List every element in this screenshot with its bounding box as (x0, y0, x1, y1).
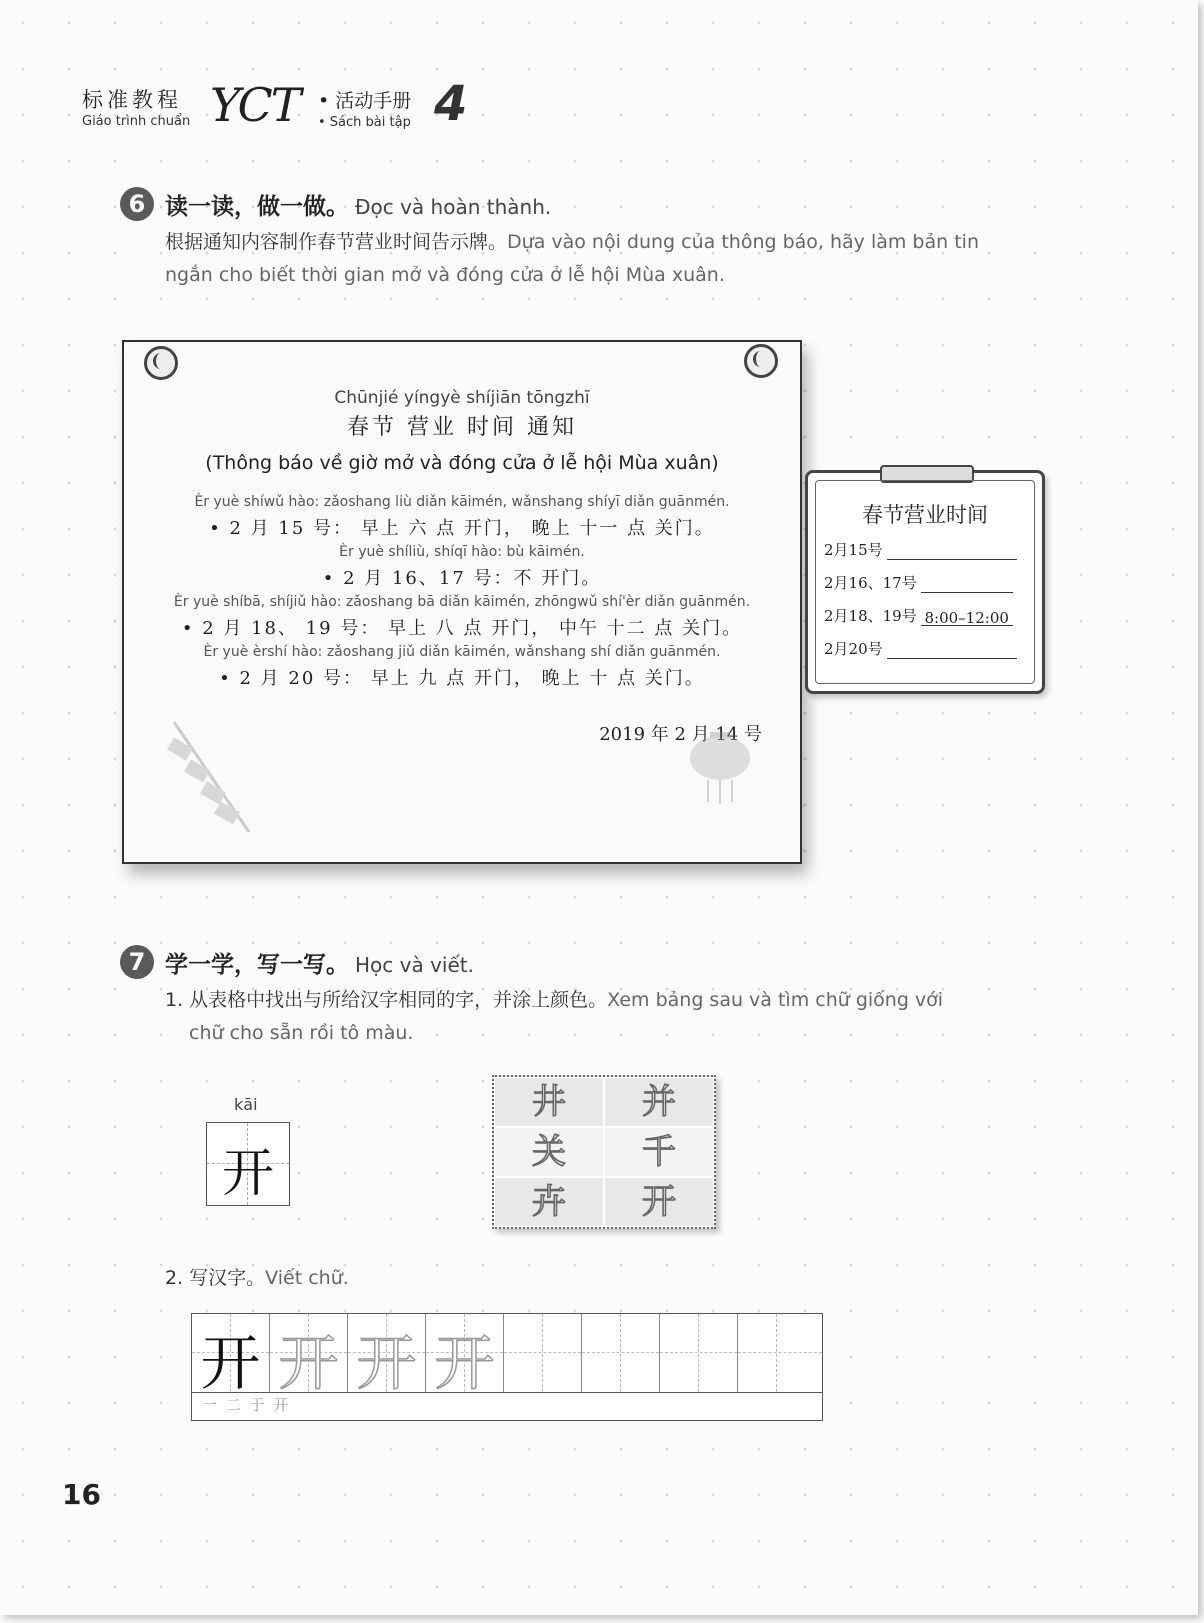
writing-cell[interactable] (270, 1314, 348, 1399)
clipboard-row (824, 605, 1013, 626)
page-number: 16 (62, 1478, 101, 1511)
instruction-zh: 根据通知内容制作春节营业时间告示牌。 (165, 231, 508, 253)
series-title-vi: Giáo trình chuẩn (82, 114, 191, 129)
trace-char: 开 (434, 1329, 495, 1399)
exercise-6-title-vi: Đọc và hoàn thành. (355, 195, 552, 219)
grid-cell[interactable]: 卉 (494, 1177, 604, 1227)
stroke-order: 一 二 于 开 (202, 1396, 291, 1414)
grid-cell[interactable]: 千 (604, 1127, 714, 1177)
book-title-zh: • 活动手册 (318, 90, 412, 112)
pin-icon (144, 346, 178, 380)
writing-cell[interactable] (348, 1314, 426, 1399)
part-1-instruction (165, 984, 943, 1050)
grid-cell[interactable]: 井 (494, 1077, 604, 1127)
writing-cell[interactable] (582, 1314, 660, 1392)
notice-line-2-pinyin: Èr yuè shíliù, shíqī hào: bù kāimén. (339, 544, 585, 560)
row-label: 2月15号 (824, 541, 883, 559)
notice-line-3-zh: • 2 月 18、 19 号： 早上 八 点 开门， 中午 十二 点 关门。 (181, 618, 743, 639)
exercise-7-title (165, 946, 474, 979)
clipboard-title: 春节营业时间 (862, 503, 988, 527)
exercise-6-number: 6 (120, 187, 154, 221)
notice-date: 2019 年 2 月 14 号 (599, 724, 762, 745)
exercise-6-instruction (165, 226, 979, 292)
exercise-6-title-zh: 读一读，做一做。 (165, 194, 349, 220)
clipboard-row (824, 539, 1017, 560)
notice-title-zh: 春节 营业 时间 通知 (347, 415, 577, 440)
target-char-box (206, 1122, 290, 1206)
writing-cell[interactable] (504, 1314, 582, 1392)
clipboard-row (824, 572, 1013, 593)
writing-cell[interactable] (426, 1314, 504, 1399)
exercise-7-title-zh: 学一学，写一写。 (165, 952, 349, 978)
clipboard-row (824, 638, 1017, 659)
volume-number: 4 (434, 76, 468, 132)
writing-cell[interactable] (192, 1314, 270, 1399)
row-label: 2月18、19号 (824, 607, 917, 625)
instruction-vi-2: ngắn cho biết thời gian mở và đóng cửa ở lễ hội Mùa xuân. (165, 264, 725, 286)
notice-line-2-zh: • 2 月 16、17 号：不 开门。 (322, 568, 602, 589)
answer-blank[interactable]: 8:00–12:00 (921, 609, 1013, 626)
answer-blank[interactable] (921, 576, 1013, 593)
grid-cell[interactable]: 关 (494, 1127, 604, 1177)
model-char: 开 (200, 1329, 261, 1399)
yct-logo: YCT (210, 78, 300, 132)
notice-line-1-zh: • 2 月 15 号： 早上 六 点 开门， 晚上 十一 点 关门。 (209, 518, 715, 539)
notice-title-vi: (Thông báo về giờ mở và đóng cửa ở lễ hội Mùa xuân) (205, 452, 719, 474)
part-1-vi-2: chữ cho sẵn rồi tô màu. (189, 1022, 414, 1044)
exercise-7-number: 7 (120, 945, 154, 979)
part-2-vi: Viết chữ. (265, 1267, 349, 1289)
trace-char: 开 (278, 1329, 339, 1399)
row-label: 2月20号 (824, 640, 883, 658)
clipboard-sign (805, 470, 1045, 694)
pin-icon (744, 344, 778, 378)
target-char: 开 (221, 1144, 274, 1204)
writing-practice-grid (191, 1313, 823, 1421)
instruction-vi-1: Dựa vào nội dung của thông báo, hãy làm bản tin (507, 231, 979, 253)
part-2-instruction (165, 1262, 349, 1295)
part-2-zh: 2. 写汉字。 (165, 1267, 266, 1289)
book-title-vi: • Sách bài tập (318, 115, 411, 130)
exercise-7-title-vi: Học và viết. (355, 953, 474, 977)
part-1-vi-1: Xem bảng sau và tìm chữ giống với (607, 989, 944, 1011)
notice-title-pinyin: Chūnjié yíngyè shíjiān tōngzhī (334, 388, 590, 408)
lantern-icon (680, 726, 760, 806)
part-1-zh: 1. 从表格中找出与所给汉字相同的字，并涂上颜色。 (165, 989, 608, 1011)
notice-paper (122, 340, 802, 864)
notice-line-4-zh: • 2 月 20 号： 早上 九 点 开门， 晚上 十 点 关门。 (219, 668, 705, 689)
notice-line-1-pinyin: Èr yuè shíwǔ hào: zǎoshang liù diǎn kāimén, wǎnshang shíyī diǎn guānmén. (194, 494, 730, 510)
grid-cell[interactable]: 开 (604, 1177, 714, 1227)
answer-blank[interactable] (887, 642, 1017, 659)
answer-blank[interactable] (887, 543, 1017, 560)
firecracker-icon (154, 712, 264, 842)
target-pinyin: kāi (234, 1095, 258, 1114)
grid-cell[interactable]: 并 (604, 1077, 714, 1127)
series-title-zh: 标准教程 (82, 88, 182, 112)
row-label: 2月16、17号 (824, 574, 917, 592)
notice-line-4-pinyin: Èr yuè èrshí hào: zǎoshang jiǔ diǎn kāimén, wǎnshang shí diǎn guānmén. (203, 644, 721, 660)
exercise-6-title (165, 188, 551, 221)
character-grid (492, 1075, 716, 1229)
writing-cell[interactable] (660, 1314, 738, 1392)
trace-char: 开 (356, 1329, 417, 1399)
writing-cell[interactable] (738, 1314, 822, 1392)
notice-line-3-pinyin: Èr yuè shíbā, shíjiǔ hào: zǎoshang bā diǎn kāimén, zhōngwǔ shí'èr diǎn guānmén. (173, 594, 751, 610)
